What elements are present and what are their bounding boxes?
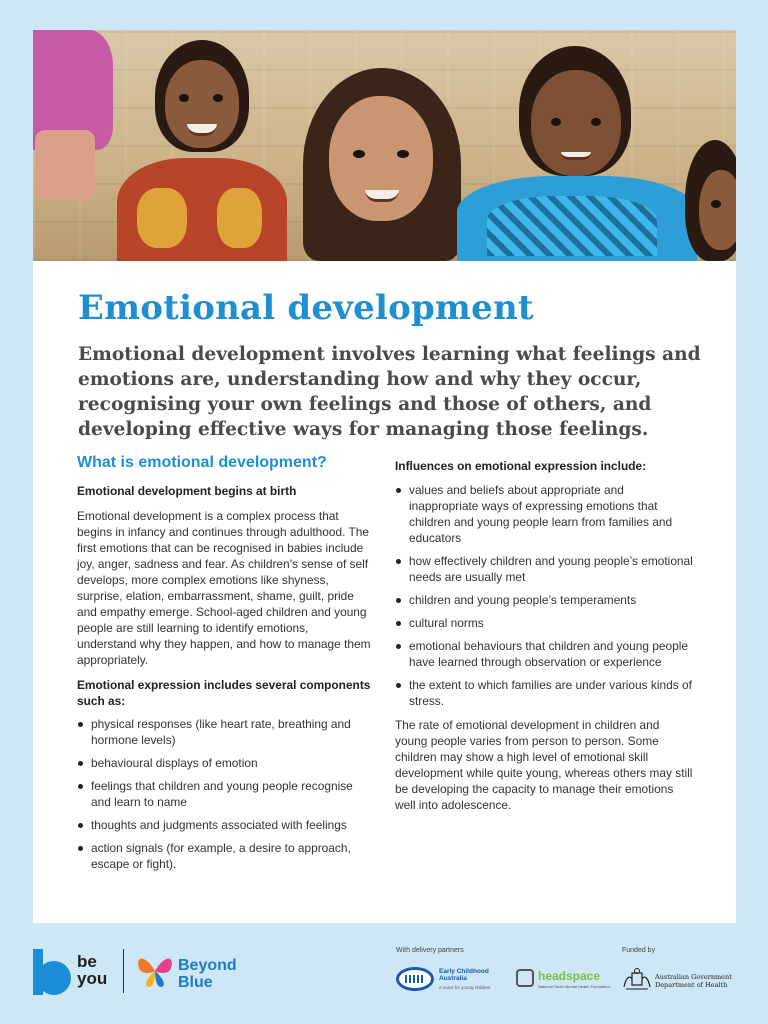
hero-photo-children	[33, 30, 736, 261]
photo-child-2	[281, 66, 481, 261]
left-column	[77, 455, 371, 880]
subheading-birth: Emotional development begins at birth	[77, 484, 297, 498]
list-item: how effectively children and young people’s emotional needs are usually met	[395, 553, 695, 585]
photo-child-edge-left	[33, 30, 123, 261]
list-item: action signals (for example, a desire to approach, escape or fight).	[77, 840, 371, 872]
funded-label: Funded by	[622, 947, 656, 954]
list-item: the extent to which families are under various kinds of stress.	[395, 677, 695, 709]
butterfly-icon	[135, 952, 175, 990]
subheading-components: Emotional expression includes several components such as:	[77, 678, 371, 708]
page-title: Emotional development	[78, 288, 534, 328]
subheading-influences: Influences on emotional expression include:	[395, 459, 647, 473]
headspace-emblem-icon	[516, 969, 534, 987]
beyond-blue-wordmark: Beyond Blue	[178, 957, 237, 991]
australian-government-logo: Australian Government Department of Health	[622, 965, 732, 995]
list-item: behavioural displays of emotion	[77, 755, 371, 771]
list-item: values and beliefs about appropriate and inappropriate ways of expressing emotions that children and young people learn from families and educators	[395, 482, 695, 546]
list-item: emotional behaviours that children and young people have learned through observation or experience	[395, 638, 695, 670]
document-page	[33, 30, 736, 923]
photo-child-edge-right	[685, 140, 736, 261]
footer	[0, 935, 768, 1024]
list-item: cultural norms	[395, 615, 695, 631]
coat-of-arms-icon	[622, 967, 652, 991]
photo-child-1	[117, 38, 287, 261]
eca-emblem-icon	[396, 967, 434, 991]
headspace-logo: headspace National Youth Mental Health Foundation	[516, 967, 616, 993]
closing-paragraph: The rate of emotional development in children and young people varies from person to person. Some children may show a high level of emotional skill development while quite young, whereas others may still be developing the capacity to manage their emotions well into adolescence.	[395, 718, 693, 812]
early-childhood-australia-logo: Early Childhood Australia A voice for young children	[396, 965, 500, 995]
lead-paragraph: Emotional development involves learning what feelings and emotions are, understanding how and why they occur, recognising your own feelings and those of others, and developing effective ways for managing those feelings.	[78, 344, 701, 440]
list-item: children and young people’s temperaments	[395, 592, 695, 608]
photo-child-3	[457, 46, 697, 261]
logo-divider	[123, 949, 124, 993]
be-you-logo-icon	[33, 949, 71, 995]
list-item: feelings that children and young people recognise and learn to name	[77, 778, 371, 810]
right-column	[395, 458, 695, 822]
components-list	[77, 716, 371, 872]
be-you-wordmark: be you	[77, 952, 108, 988]
list-item: physical responses (like heart rate, breathing and hormone levels)	[77, 716, 371, 748]
influences-list	[395, 482, 695, 709]
section-heading: What is emotional development?	[77, 454, 327, 471]
partners-label: With delivery partners	[396, 947, 464, 954]
list-item: thoughts and judgments associated with feelings	[77, 817, 371, 833]
birth-paragraph: Emotional development is a complex process that begins in infancy and continues through adulthood. The first emotions that can be recognised in babies include joy, anger, sadness and fear. As children’s sense of self develops, more complex emotions like shyness, surprise, elation, embarrassment, shame, guilt, pride and empathy emerge. School-aged children and young people are still learning to identify emotions, understand why they happen, and how to manage them appropriately.	[77, 509, 371, 667]
